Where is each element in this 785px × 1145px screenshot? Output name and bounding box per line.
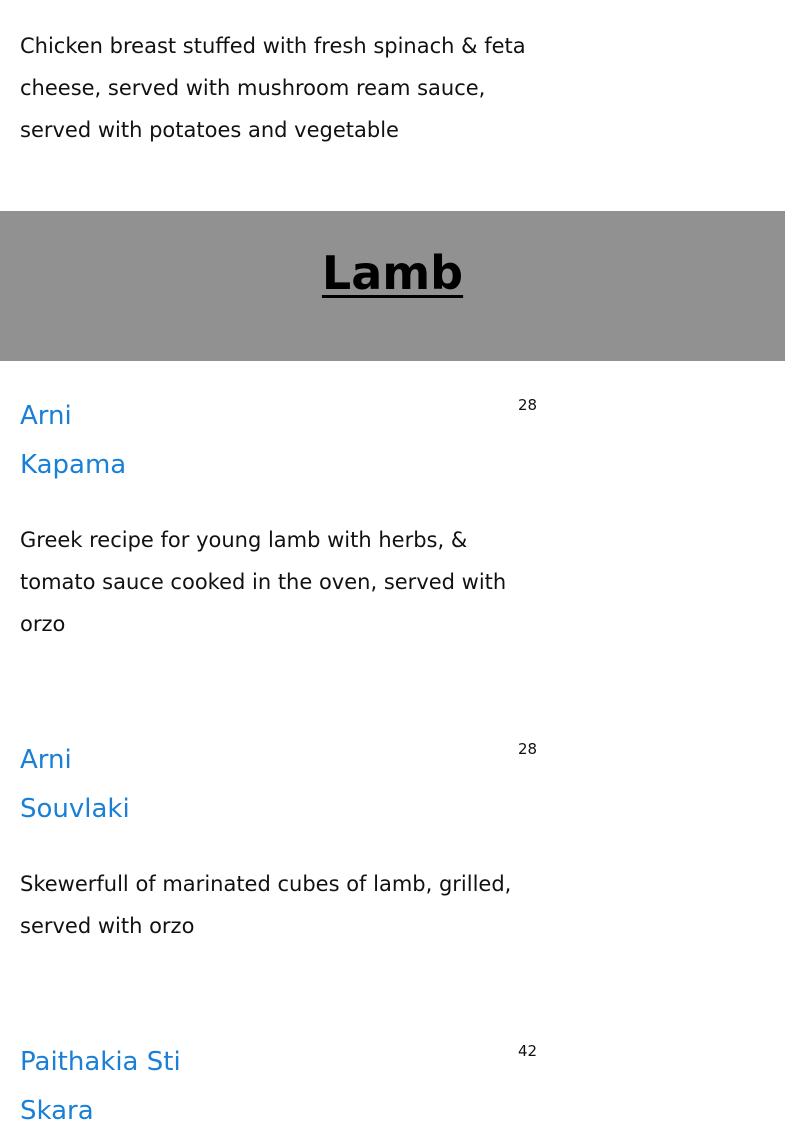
item-name-line: Skara — [20, 1096, 94, 1126]
section-title: Lamb — [321, 246, 464, 300]
item-price: 28 — [518, 740, 538, 758]
previous-item-description: Chicken breast stuffed with fresh spinach & feta cheese, served with mushroom ream sauce, served with potatoes and vegetable — [20, 34, 526, 142]
section-header-lamb — [0, 211, 785, 361]
item-name[interactable] — [20, 392, 320, 490]
item-name-line: Arni — [20, 401, 72, 431]
item-name[interactable] — [20, 736, 320, 834]
item-name-line: Kapama — [20, 450, 127, 480]
item-name-line: Paithakia Sti — [20, 1047, 181, 1077]
item-description: Greek recipe for young lamb with herbs, & tomato sauce cooked in the oven, served with orzo — [20, 528, 507, 636]
item-name[interactable] — [20, 1038, 320, 1136]
item-price: 42 — [518, 1042, 538, 1060]
item-description: Skewerfull of marinated cubes of lamb, grilled, served with orzo — [20, 872, 512, 938]
item-name-line: Souvlaki — [20, 794, 130, 824]
item-name-line: Arni — [20, 745, 72, 775]
item-price: 28 — [518, 396, 538, 414]
